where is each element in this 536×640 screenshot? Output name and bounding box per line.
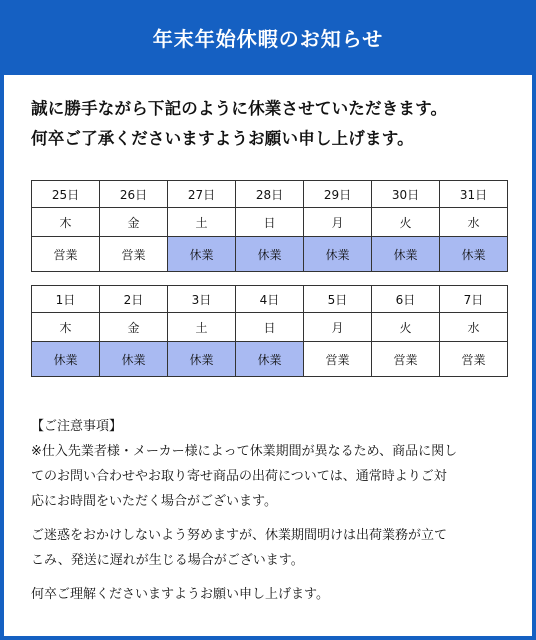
notes-paragraph (31, 439, 511, 514)
notes-line: 何卒ご理解くださいますようお願い申し上げます。 (31, 587, 329, 602)
weekday-cell: 土 (168, 208, 236, 237)
date-cell: 7日 (440, 286, 508, 313)
notes-line: ご迷惑をおかけしないよう努めますが、休業期間明けは出荷業務が立て (31, 528, 448, 543)
notes-line: ※仕入先業者様・メーカー様によって休業期間が異なるため、商品に関し (31, 444, 458, 459)
calendar-table-december (31, 180, 508, 272)
status-cell: 休業 (304, 237, 372, 272)
weekday-cell: 日 (236, 208, 304, 237)
date-cell: 2日 (100, 286, 168, 313)
notes-heading: 【ご注意事項】 (31, 419, 123, 434)
notes-line: こみ、発送に遅れが生じる場合がございます。 (31, 553, 304, 568)
intro-line: 誠に勝手ながら下記のように休業させていただきます。 (31, 99, 448, 118)
weekday-cell: 日 (236, 313, 304, 342)
notice-header (0, 0, 536, 75)
intro-line: 何卒ご了承くださいますようお願い申し上げます。 (31, 129, 414, 148)
notes-paragraph (31, 582, 511, 607)
date-cell: 1日 (32, 286, 100, 313)
status-cell: 営業 (304, 342, 372, 377)
intro-text (31, 94, 511, 154)
date-cell: 30日 (372, 181, 440, 208)
status-cell: 休業 (440, 237, 508, 272)
status-cell: 営業 (100, 237, 168, 272)
status-cell: 休業 (236, 237, 304, 272)
weekday-cell: 火 (372, 313, 440, 342)
status-cell: 営業 (32, 237, 100, 272)
weekday-cell: 火 (372, 208, 440, 237)
status-cell: 営業 (440, 342, 508, 377)
status-cell: 休業 (168, 342, 236, 377)
weekday-cell: 月 (304, 208, 372, 237)
weekday-cell: 金 (100, 313, 168, 342)
date-cell: 29日 (304, 181, 372, 208)
weekday-cell: 月 (304, 313, 372, 342)
date-cell: 28日 (236, 181, 304, 208)
weekday-cell: 土 (168, 313, 236, 342)
weekday-cell: 木 (32, 208, 100, 237)
date-cell: 4日 (236, 286, 304, 313)
date-cell: 5日 (304, 286, 372, 313)
date-cell: 25日 (32, 181, 100, 208)
status-cell: 営業 (372, 342, 440, 377)
date-cell: 3日 (168, 286, 236, 313)
date-cell: 31日 (440, 181, 508, 208)
status-cell: 休業 (100, 342, 168, 377)
date-cell: 26日 (100, 181, 168, 208)
weekday-cell: 水 (440, 208, 508, 237)
weekday-cell: 木 (32, 313, 100, 342)
status-cell: 休業 (372, 237, 440, 272)
date-cell: 6日 (372, 286, 440, 313)
notes-line: 応にお時間をいただく場合がございます。 (31, 494, 277, 509)
weekday-cell: 水 (440, 313, 508, 342)
status-cell: 休業 (32, 342, 100, 377)
notes-line: てのお問い合わせやお取り寄せ商品の出荷については、通常時よりご対 (31, 469, 447, 484)
notes-section (31, 414, 511, 616)
weekday-cell: 金 (100, 208, 168, 237)
calendar-table-january (31, 285, 508, 377)
status-cell: 休業 (236, 342, 304, 377)
notes-paragraph (31, 523, 511, 573)
date-cell: 27日 (168, 181, 236, 208)
page-title: 年末年始休暇のお知らせ (152, 27, 384, 51)
status-cell: 休業 (168, 237, 236, 272)
